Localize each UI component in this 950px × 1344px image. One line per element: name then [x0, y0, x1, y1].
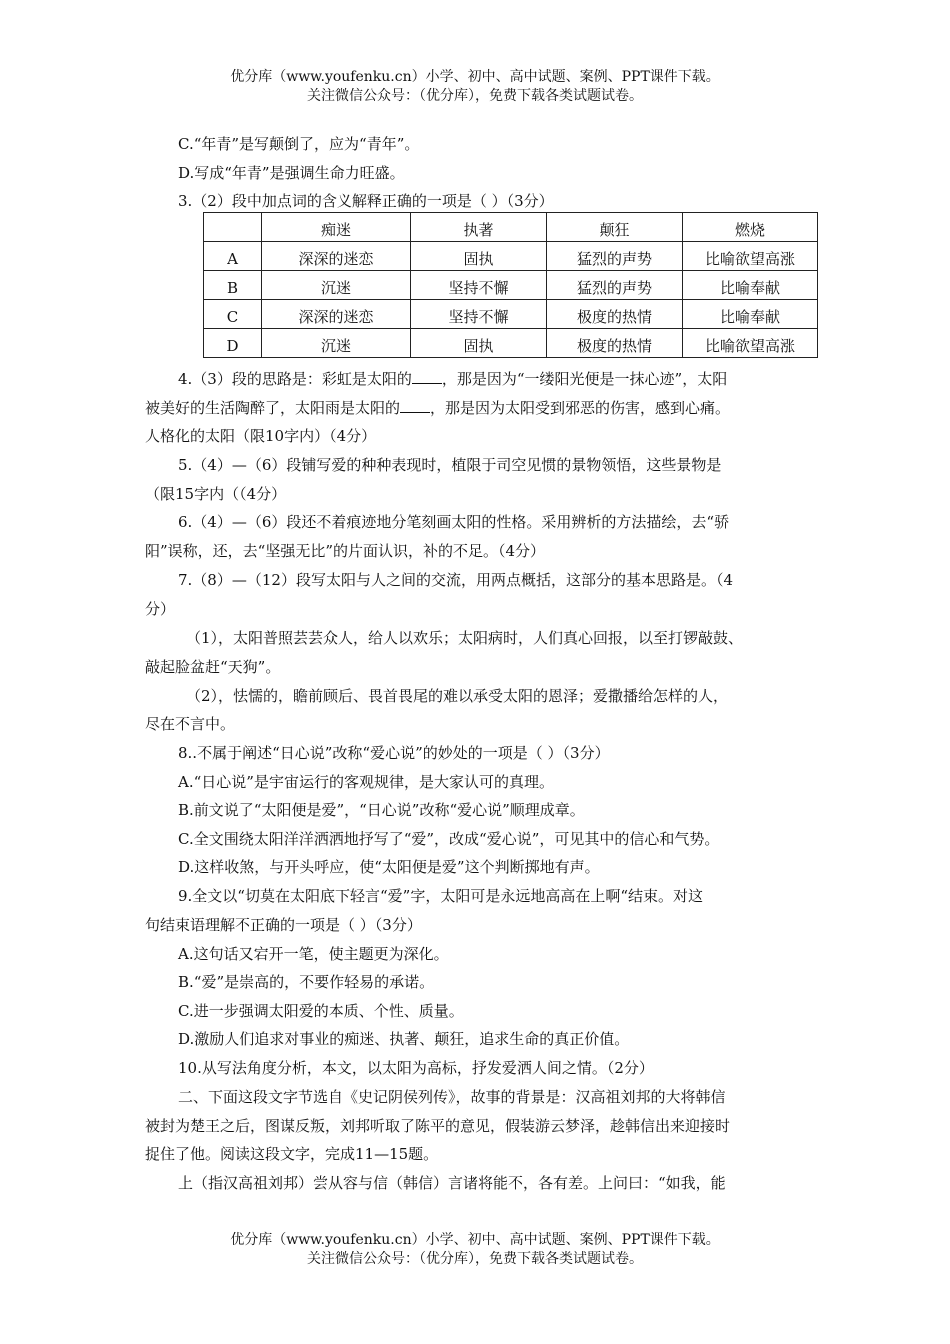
question-6-line-1: 6.（4）—（6）段还不着痕迹地分笔刻画太阳的性格。采用辨析的方法描绘，去“骄	[178, 513, 730, 531]
question-7-item-1-line-1: （1），太阳普照芸芸众人，给人以欢乐；太阳病时，人们真心回报，以至打锣敲鼓、	[186, 629, 744, 647]
table-cell: 深深的迷恋	[262, 300, 411, 329]
question-9-option-d: D.激励人们追求对事业的痴迷、执著、颠狂，追求生命的真正价值。	[178, 1030, 630, 1048]
question-8-option-a: A.“日心说”是宇宙运行的客观规律，是大家认可的真理。	[178, 773, 554, 791]
question-8-option-b: B.前文说了“太阳便是爱”，“日心说”改称“爱心说”顺理成章。	[178, 801, 585, 819]
question-6-line-2: 阳”误称，还，去“坚强无比”的片面认识，补的不足。（4分）	[145, 542, 546, 560]
table-cell: 比喻欲望高涨	[683, 329, 818, 358]
question-9-line-1: 9.全文以“切莫在太阳底下轻言“爱”字，太阳可是永远地高高在上啊“结束。对这	[178, 887, 703, 905]
question-3: 3.（2）段中加点词的含义解释正确的一项是（ ）（3分）	[178, 192, 554, 210]
table-row	[204, 329, 818, 358]
q4-text-d: ，那是因为太阳受到邪恶的伤害，感到心痛。	[430, 399, 731, 417]
question-8: 8..不属于阐述“日心说”改称“爱心说”的妙处的一项是（ ）（3分）	[178, 744, 610, 762]
section-2-line-2: 被封为楚王之后，图谋反叛，刘邦听取了陈平的意见，假装游云梦泽，趁韩信出来迎接时	[145, 1117, 731, 1135]
table-header-cell: 痴迷	[262, 213, 411, 242]
question-10: 10.从写法角度分析，本文，以太阳为高标，抒发爱洒人间之情。（2分）	[178, 1059, 654, 1077]
table-cell: 固执	[411, 242, 547, 271]
footer-line-2: 关注微信公众号：（优分库），免费下载各类试题试卷。	[307, 1251, 643, 1267]
q4-text-a: 4.（3）段的思路是：彩虹是太阳的	[178, 370, 412, 388]
table-cell: 沉迷	[262, 271, 411, 300]
table-cell: 猛烈的声势	[547, 242, 683, 271]
question-7-item-2-line-2: 尽在不言中。	[145, 715, 236, 733]
question-9-option-a: A.这句话又宕开一笔，使主题更为深化。	[178, 945, 449, 963]
answer-table	[203, 212, 818, 358]
table-cell: 猛烈的声势	[547, 271, 683, 300]
question-4-line-3: 人格化的太阳（限10字内）（4分）	[145, 427, 377, 445]
option-c: C.“年青”是写颠倒了，应为“青年”。	[178, 135, 420, 153]
q4-text-c: 被美好的生活陶醉了，太阳雨是太阳的	[145, 399, 401, 417]
question-8-option-c: C.全文围绕太阳洋洋洒洒地抒写了“爱”，改成“爱心说”，可见其中的信心和气势。	[178, 830, 720, 848]
table-header-row	[204, 213, 818, 242]
table-cell: 极度的热情	[547, 300, 683, 329]
q4-text-b: ，那是因为“一缕阳光便是一抹心迹”，太阳	[441, 370, 728, 388]
table-row	[204, 300, 818, 329]
table-cell: 比喻欲望高涨	[683, 242, 818, 271]
question-9-line-2: 句结束语理解不正确的一项是（ ）（3分）	[145, 916, 422, 934]
question-7-item-1-line-2: 敲起脸盆赶“天狗”。	[145, 658, 281, 676]
table-row	[204, 271, 818, 300]
table-cell: 比喻奉献	[683, 271, 818, 300]
page-header	[0, 68, 950, 106]
question-4-line-1	[178, 368, 727, 389]
table-header-cell: 颠狂	[547, 213, 683, 242]
page-footer	[0, 1231, 950, 1269]
table-cell: 比喻奉献	[683, 300, 818, 329]
header-line-1: 优分库（www.youfenku.cn）小学、初中、高中试题、案例、PPT课件下载。	[230, 69, 720, 85]
table-header-cell: 燃烧	[683, 213, 818, 242]
table-cell: 极度的热情	[547, 329, 683, 358]
question-7-line-1: 7.（8）—（12）段写太阳与人之间的交流，用两点概括，这部分的基本思路是。（4	[178, 571, 733, 589]
footer-line-1: 优分库（www.youfenku.cn）小学、初中、高中试题、案例、PPT课件下载。	[230, 1232, 720, 1248]
table-header-cell	[204, 213, 262, 242]
question-7-line-2: 分）	[145, 600, 176, 618]
table-cell: 坚持不懈	[411, 271, 547, 300]
section-2-line-3: 捉住了他。阅读这段文字，完成11—15题。	[145, 1145, 439, 1163]
table-cell: 固执	[411, 329, 547, 358]
table-cell: D	[204, 329, 262, 358]
table-cell: C	[204, 300, 262, 329]
table-cell: 坚持不懈	[411, 300, 547, 329]
question-7-item-2-line-1: （2），怯懦的，瞻前顾后、畏首畏尾的难以承受太阳的恩泽；爱撒播给怎样的人，	[186, 687, 729, 705]
passage-line-1: 上（指汉高祖刘邦）尝从容与信（韩信）言诸将能不，各有差。上问曰：“如我，能	[178, 1174, 726, 1192]
question-9-option-b: B.“爱”是崇高的，不要作轻易的承诺。	[178, 973, 435, 991]
question-5-line-1: 5.（4）—（6）段铺写爱的种种表现时，植限于司空见惯的景物领悟，这些景物是	[178, 456, 722, 474]
table-cell: 深深的迷恋	[262, 242, 411, 271]
table-cell: A	[204, 242, 262, 271]
question-9-option-c: C.进一步强调太阳爱的本质、个性、质量。	[178, 1002, 464, 1020]
option-d: D.写成“年青”是强调生命力旺盛。	[178, 164, 405, 182]
question-5-line-2: （限15字内（（4分）	[145, 485, 287, 503]
question-4-line-2	[145, 397, 730, 418]
table-header-cell: 执著	[411, 213, 547, 242]
fill-blank	[412, 368, 442, 384]
header-line-2: 关注微信公众号：（优分库），免费下载各类试题试卷。	[307, 88, 643, 104]
table-row	[204, 242, 818, 271]
table-cell: 沉迷	[262, 329, 411, 358]
table-cell: B	[204, 271, 262, 300]
section-2-line-1: 二、下面这段文字节选自《史记阴侯列传》，故事的背景是：汉高祖刘邦的大将韩信	[178, 1088, 726, 1106]
question-8-option-d: D.这样收煞，与开头呼应，使“太阳便是爱”这个判断掷地有声。	[178, 858, 600, 876]
fill-blank	[400, 397, 430, 413]
